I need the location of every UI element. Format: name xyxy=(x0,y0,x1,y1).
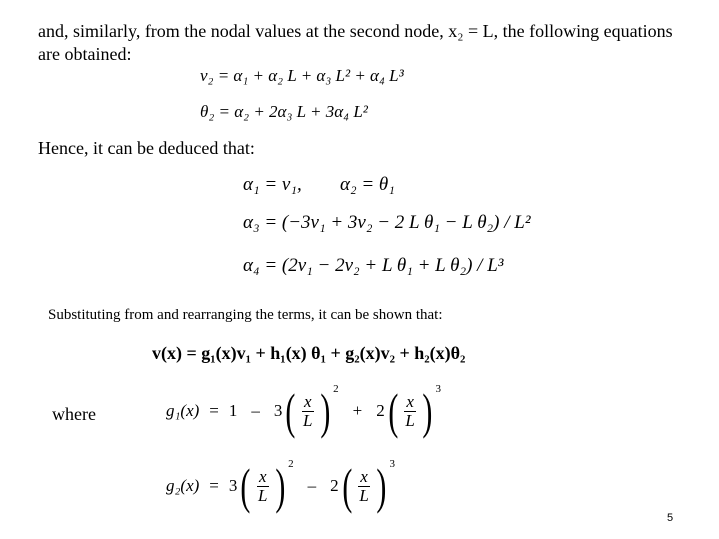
hence-text: Hence, it can be deduced that: xyxy=(38,138,255,158)
g2-fraction-2-den: L xyxy=(359,485,369,505)
g1-power-2: 3 xyxy=(435,383,442,395)
g2-right-paren-1: ) xyxy=(274,458,285,514)
g2-minus: – xyxy=(307,476,317,495)
g1-coef-1: 3 xyxy=(273,401,283,420)
g1-fraction-1 xyxy=(301,393,314,430)
equation-alpha1: α₁ = v₁, xyxy=(243,174,302,195)
g1-right-paren-2: ) xyxy=(422,383,433,439)
g2-fraction-2-num: x xyxy=(360,466,368,486)
g1-plus: + xyxy=(352,401,363,420)
g1-right-paren-1: ) xyxy=(319,383,330,439)
equation-g1 xyxy=(166,385,441,437)
g1-coef-2: 2 xyxy=(376,401,385,420)
substituting-text: Substituting from and rearranging the terms, it can be shown that: xyxy=(48,307,443,323)
intro-line-1: and, similarly, from the nodal values at the second node, x₂ = L, the following equations xyxy=(38,21,673,41)
g1-one: 1 xyxy=(228,401,238,420)
g1-fraction-1-den: L xyxy=(303,410,313,430)
g2-equals: = xyxy=(209,476,219,495)
g1-fraction-2-den: L xyxy=(405,410,415,430)
g2-fraction-2 xyxy=(357,468,370,505)
g1-power-1: 2 xyxy=(333,383,339,395)
g2-right-paren-2: ) xyxy=(376,458,387,514)
g2-power-1: 2 xyxy=(288,458,294,470)
page-number: 5 xyxy=(667,512,674,524)
g1-left-paren-2: ( xyxy=(388,383,399,439)
g2-lhs: g₂(x) xyxy=(166,476,200,495)
equation-g2 xyxy=(166,460,395,512)
g1-equals: = xyxy=(209,401,219,420)
g1-fraction-2 xyxy=(403,393,416,430)
g1-fraction-1-num: x xyxy=(303,391,312,411)
g1-fraction-2-num: x xyxy=(406,391,414,411)
g2-power-2: 3 xyxy=(389,458,395,470)
g2-fraction-1 xyxy=(256,468,269,505)
g2-fraction-1-den: L xyxy=(258,485,268,505)
equation-vx: v(x) = g₁(x)v₁ + h₁(x) θ₁ + g₂(x)v₂ + h₂(x)θ₂ xyxy=(152,343,466,363)
g2-left-paren-2: ( xyxy=(341,458,352,514)
g2-coef-1: 3 xyxy=(228,476,238,495)
equation-alpha4: α₄ = (2v₁ − 2v₂ + L θ₁ + L θ₂) / L³ xyxy=(243,255,504,276)
equation-v2: v₂ = α₁ + α₂ L + α₃ L² + α₄ L³ xyxy=(200,66,404,85)
equation-alpha2: α₂ = θ₁ xyxy=(340,174,395,195)
equation-alpha3: α₃ = (−3v₁ + 3v₂ − 2 L θ₁ − L θ₂) / L² xyxy=(243,212,531,233)
g1-minus: – xyxy=(251,401,260,420)
equation-theta2: θ₂ = α₂ + 2α₃ L + 3α₄ L² xyxy=(200,102,368,121)
g1-lhs: g₁(x) xyxy=(166,401,200,420)
where-label: where xyxy=(52,404,96,424)
intro-line-2: are obtained: xyxy=(38,44,132,64)
g2-left-paren-1: ( xyxy=(240,458,251,514)
g2-fraction-1-num: x xyxy=(258,466,267,486)
g2-coef-2: 2 xyxy=(330,476,339,495)
g1-left-paren-1: ( xyxy=(285,383,296,439)
